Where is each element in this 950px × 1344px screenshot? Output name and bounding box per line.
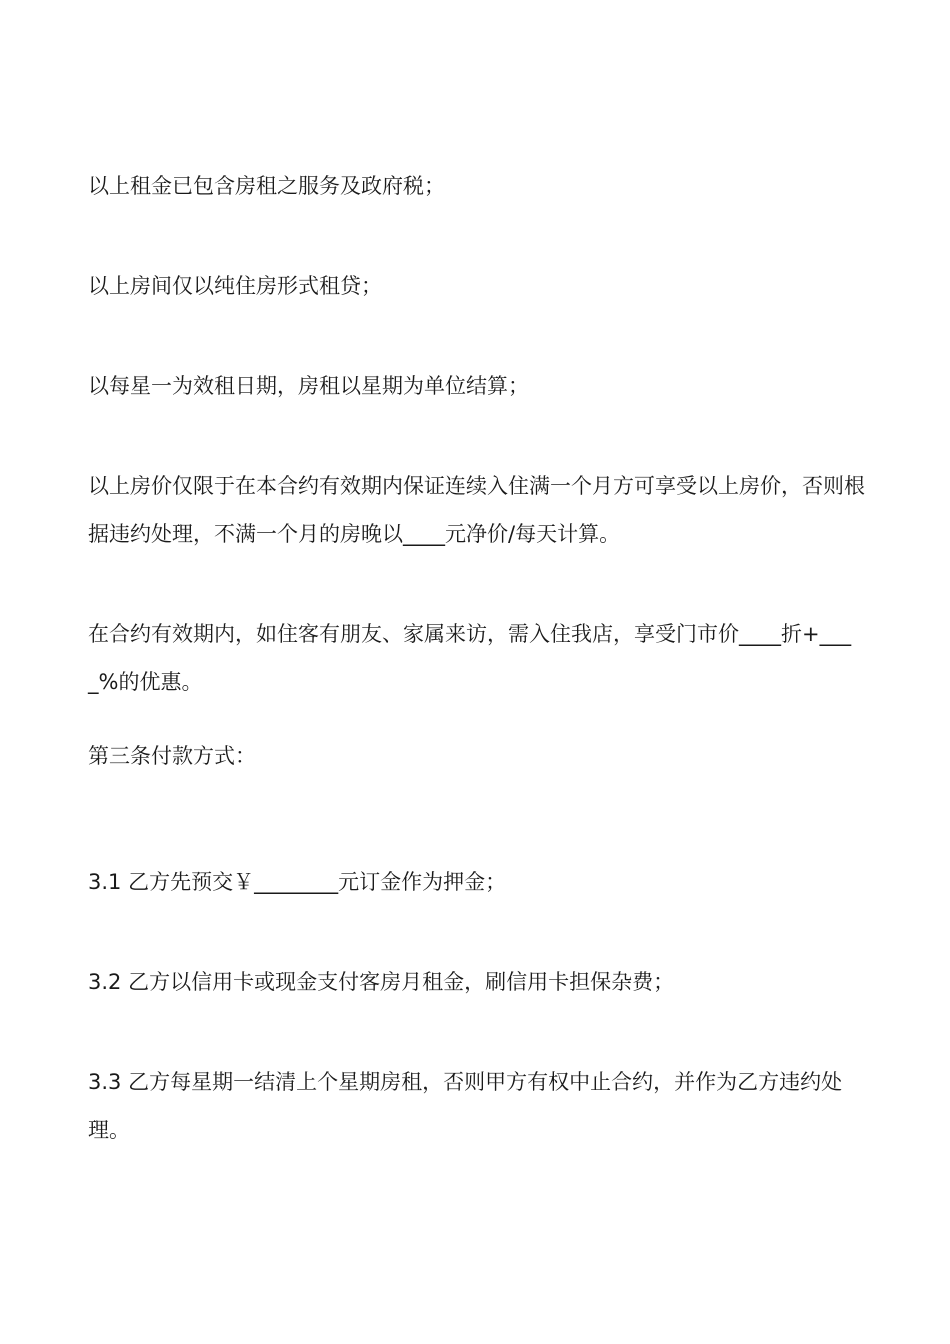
- clause-3-3-weekly-rent: 3.3 乙方每星期一结清上个星期房租，否则甲方有权中止合约，并作为乙方违约处理。: [88, 1070, 843, 1142]
- paragraph-guest-discount: 在合约有效期内，如住客有朋友、家属来访，需入住我店，享受门市价____折+____%的优惠。: [88, 622, 852, 694]
- paragraph-residential-only: 以上房间仅以纯住房形式租贷；: [88, 274, 382, 298]
- section-heading-payment-method: 第三条付款方式：: [88, 744, 256, 768]
- clause-3-2-payment: 3.2 乙方以信用卡或现金支付客房月租金，刷信用卡担保杂费；: [88, 970, 675, 994]
- paragraph-rent-includes-tax: 以上租金已包含房租之服务及政府税；: [88, 174, 445, 198]
- paragraph-weekly-settlement: 以每星一为效租日期，房租以星期为单位结算；: [88, 374, 529, 398]
- paragraph-monthly-stay-condition: 以上房价仅限于在本合约有效期内保证连续入住满一个月方可享受以上房价，否则根据违约处理，不满一个月的房晚以____元净价/每天计算。: [88, 474, 865, 546]
- clause-3-1-deposit: 3.1 乙方先预交￥________元订金作为押金；: [88, 870, 507, 894]
